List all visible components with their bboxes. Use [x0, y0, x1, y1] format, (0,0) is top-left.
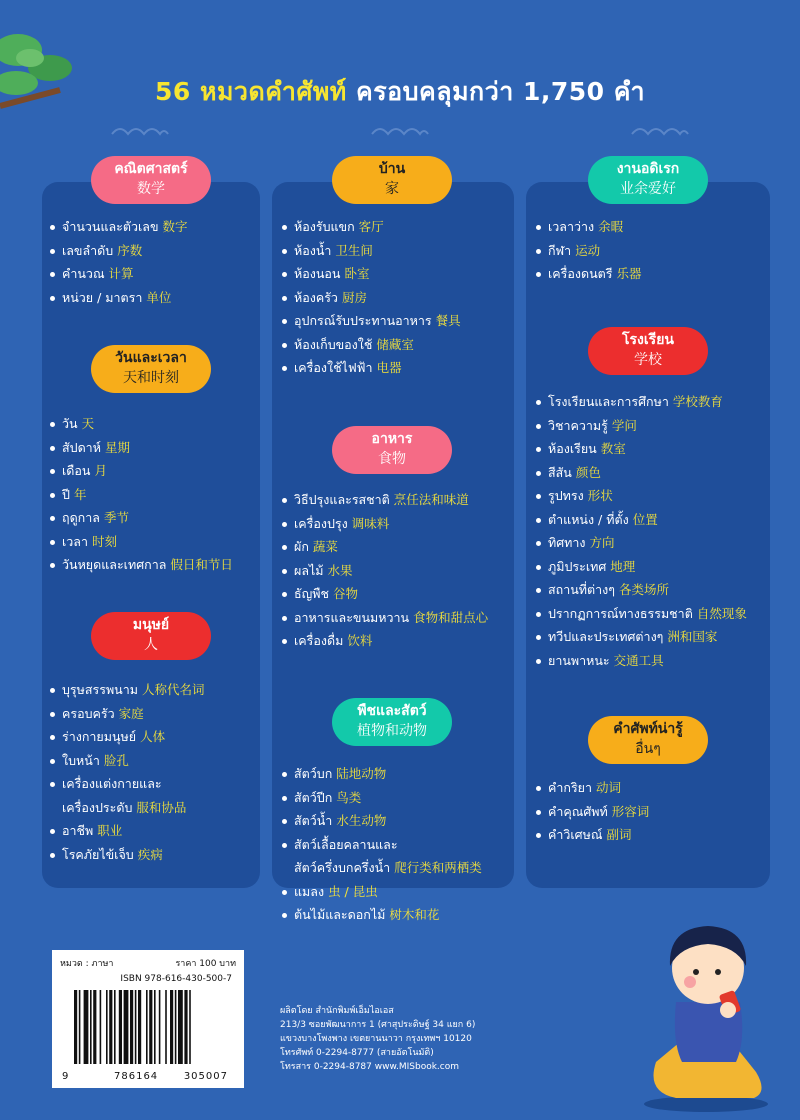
barcode-bar	[159, 990, 161, 1064]
wave-ornament-right	[630, 118, 690, 138]
barcode-bar	[146, 990, 148, 1064]
list-item: กีฬา 运动	[536, 239, 641, 263]
wave-ornament-left	[110, 118, 170, 138]
list-item: สัตว์ครึ่งบกครึ่งน้ำ 爬行类和两栖类	[294, 860, 482, 875]
barcode-bar	[93, 990, 96, 1064]
list-item: ผัก 蔬菜	[282, 535, 488, 559]
category-pill-school	[588, 327, 708, 375]
barcode-bar	[149, 990, 152, 1064]
barcode-digit-lead: 9	[62, 1071, 70, 1082]
food-list	[282, 488, 488, 653]
category-pill-human	[91, 612, 211, 660]
list-item: เครื่องประดับ 服和协品	[62, 799, 187, 815]
time-list	[50, 412, 233, 577]
home-list	[282, 215, 461, 380]
barcode-bar	[184, 990, 187, 1064]
category-title-zh: 天和时刻	[123, 370, 179, 386]
barcode-digits-left: 786164	[114, 1071, 159, 1082]
list-item: รูปทรง 形状	[536, 484, 747, 508]
list-item: ห้องเรียน 教室	[536, 437, 747, 461]
list-item: คำคุณศัพท์ 形容词	[536, 800, 649, 824]
list-item: ห้องรับแขก 客厅	[282, 215, 461, 239]
barcode-bar	[130, 990, 133, 1064]
category-title-zh: 植物和动物	[357, 723, 427, 739]
list-item: ห้องเก็บของใช้ 储藏室	[282, 333, 461, 357]
list-item: ยานพาหนะ 交通工具	[536, 649, 747, 673]
category-title-th: คำศัพท์น่ารู้	[613, 721, 683, 737]
category-title-zh: 数学	[137, 181, 165, 197]
list-item: ห้องน้ำ 卫生间	[282, 239, 461, 263]
barcode-bar	[138, 990, 141, 1064]
category-title-th: คณิตศาสตร์	[114, 161, 188, 177]
barcode-bar	[106, 990, 108, 1064]
list-item: ผลไม้ 水果	[282, 559, 488, 583]
category-title-th: บ้าน	[378, 161, 406, 177]
publisher-line: แขวงบางโพงพาง เขตยานนาวา กรุงเทพฯ 10120	[280, 1034, 472, 1044]
barcode-bar	[114, 990, 116, 1064]
publisher-line: โทรสาร 0-2294-8787 www.MISbook.com	[280, 1062, 460, 1072]
headline-rest: ครอบคลุมกว่า 1,750 คำ	[346, 77, 646, 106]
wave-ornament-center	[370, 118, 430, 138]
list-item: แมลง 虫 / 昆虫	[282, 880, 482, 904]
category-pill-hobby	[588, 156, 708, 204]
list-item: คำกริยา 动词	[536, 776, 649, 800]
category-title-zh: 业余爱好	[620, 181, 676, 197]
list-item: วิธีปรุงและรสชาติ 烹任法和味道	[282, 488, 488, 512]
list-item: ปรากฏการณ์ทางธรรมชาติ 自然现象	[536, 602, 747, 626]
list-item: เครื่องแต่งกายและ	[50, 772, 205, 796]
list-item: ตำแหน่ง / ที่ตั้ง 位置	[536, 508, 747, 532]
category-title-zh: 家	[385, 181, 399, 197]
barcode-bars	[74, 990, 234, 1064]
category-title-th: โรงเรียน	[622, 332, 674, 348]
barcode-digits-right: 305007	[183, 1071, 228, 1082]
list-item: ต้นไม้และดอกไม้ 树木和花	[282, 903, 482, 927]
list-item: วันหยุดและเทศกาล 假日和节日	[50, 553, 233, 577]
barcode-bar	[178, 990, 183, 1064]
barcode-bar	[124, 990, 129, 1064]
isbn-label: ISBN 978-616-430-500-7	[120, 974, 232, 984]
category-title-zh: 学校	[634, 352, 662, 368]
category-title-zh: 人	[144, 637, 158, 653]
list-item: สัปดาห์ 星期	[50, 436, 233, 460]
list-item: ห้องครัว 厨房	[282, 286, 461, 310]
hobby-list	[536, 215, 641, 286]
list-item: เครื่องดื่ม 饮料	[282, 629, 488, 653]
category-pill-plants-animals	[332, 698, 452, 746]
list-item: ห้องนอน 卧室	[282, 262, 461, 286]
headline-highlight: 56 หมวดคำศัพท์	[154, 77, 347, 106]
list-item: สัตว์น้ำ 水生动物	[282, 809, 482, 833]
list-item: ภูมิประเทศ 地理	[536, 555, 747, 579]
barcode-bar	[119, 990, 122, 1064]
list-item: ครอบครัว 家庭	[50, 702, 205, 726]
list-item: ธัญพืช 谷物	[282, 582, 488, 606]
list-item: ฤดูกาล 季节	[50, 506, 233, 530]
category-pill-other-words	[588, 716, 708, 764]
publisher-line: ผลิตโดย สำนักพิมพ์เอ็มไอเอส	[280, 1006, 394, 1016]
list-item: อาหารและขนมหวาน 食物和甜点心	[282, 606, 488, 630]
human-list	[50, 678, 205, 866]
category-pill-time	[91, 345, 211, 393]
list-item: เวลา 时刻	[50, 530, 233, 554]
list-item: สีสัน 颜色	[536, 461, 747, 485]
category-pill-math	[91, 156, 211, 204]
barcode-bar	[74, 990, 77, 1064]
barcode-bar	[109, 990, 112, 1064]
category-title-zh: อื่นๆ	[635, 741, 661, 757]
list-item: ใบหน้า 脸孔	[50, 749, 205, 773]
category-pill-food	[332, 426, 452, 474]
publisher-line: 213/3 ซอยพัฒนาการ 1 (ศาสุประดิษฐ์ 34 แยก 6)	[280, 1020, 476, 1030]
category-title-th: งานอดิเรก	[616, 161, 680, 177]
barcode-block	[52, 950, 244, 1088]
category-title-th: มนุษย์	[132, 617, 170, 633]
category-title-zh: 食物	[378, 451, 406, 467]
category-label: หมวด : ภาษา	[60, 959, 114, 969]
list-item: วัน 天	[50, 412, 233, 436]
publisher-line: โทรศัพท์ 0-2294-8777 (สายอัตโนมัติ)	[280, 1048, 434, 1058]
list-item: สัตว์บก 陆地动物	[282, 762, 482, 786]
math-list	[50, 215, 188, 309]
headline	[0, 72, 800, 112]
category-title-th: พืชและสัตว์	[357, 703, 427, 719]
other-words-list	[536, 776, 649, 847]
publisher-info	[280, 1004, 475, 1074]
list-item: เครื่องใช้ไฟฟ้า 电器	[282, 356, 461, 380]
list-item: สถานที่ต่างๆ 各类场所	[536, 578, 747, 602]
plants-animals-list	[282, 762, 482, 927]
barcode-bar	[154, 990, 156, 1064]
list-item: หน่วย / มาตรา 单位	[50, 286, 188, 310]
school-list	[536, 390, 747, 672]
list-item: เลขลำดับ 序数	[50, 239, 188, 263]
list-item: โรคภัยไข้เจ็บ 疾病	[50, 843, 205, 867]
category-pill-home	[332, 156, 452, 204]
barcode-bar	[175, 990, 177, 1064]
barcode-bar	[84, 990, 89, 1064]
price-label: ราคา 100 บาท	[175, 959, 236, 969]
list-item: เดือน 月	[50, 459, 233, 483]
list-item: สัตว์เลื้อยคลานและ	[282, 833, 482, 857]
list-item: อาชีพ 职业	[50, 819, 205, 843]
barcode-bar	[100, 990, 102, 1064]
list-item: บุรุษสรรพนาม 人称代名词	[50, 678, 205, 702]
list-item: เครื่องปรุง 调味料	[282, 512, 488, 536]
child-illustration	[636, 912, 776, 1112]
list-item: คำนวณ 计算	[50, 262, 188, 286]
barcode-bar	[90, 990, 92, 1064]
barcode-bar	[165, 990, 167, 1064]
category-title-th: วันและเวลา	[115, 350, 187, 366]
category-title-th: อาหาร	[371, 431, 413, 447]
list-item: โรงเรียนและการศึกษา 学校教育	[536, 390, 747, 414]
list-item: ทวีปและประเทศต่างๆ 洲和国家	[536, 625, 747, 649]
barcode-bar	[189, 990, 191, 1064]
list-item: ทิศทาง 方向	[536, 531, 747, 555]
list-item: ร่างกายมนุษย์ 人体	[50, 725, 205, 749]
list-item: เครื่องดนตรี 乐器	[536, 262, 641, 286]
list-item: เวลาว่าง 余暇	[536, 215, 641, 239]
list-item: ปี 年	[50, 483, 233, 507]
list-item: สัตว์ปีก 鸟类	[282, 786, 482, 810]
list-item: คำวิเศษณ์ 副词	[536, 823, 649, 847]
list-item: วิชาความรู้ 学问	[536, 414, 747, 438]
list-item: จำนวนและตัวเลข 数字	[50, 215, 188, 239]
barcode-bar	[135, 990, 137, 1064]
barcode-bar	[170, 990, 173, 1064]
list-item: อุปกรณ์รับประทานอาหาร 餐具	[282, 309, 461, 333]
barcode-bar	[79, 990, 81, 1064]
